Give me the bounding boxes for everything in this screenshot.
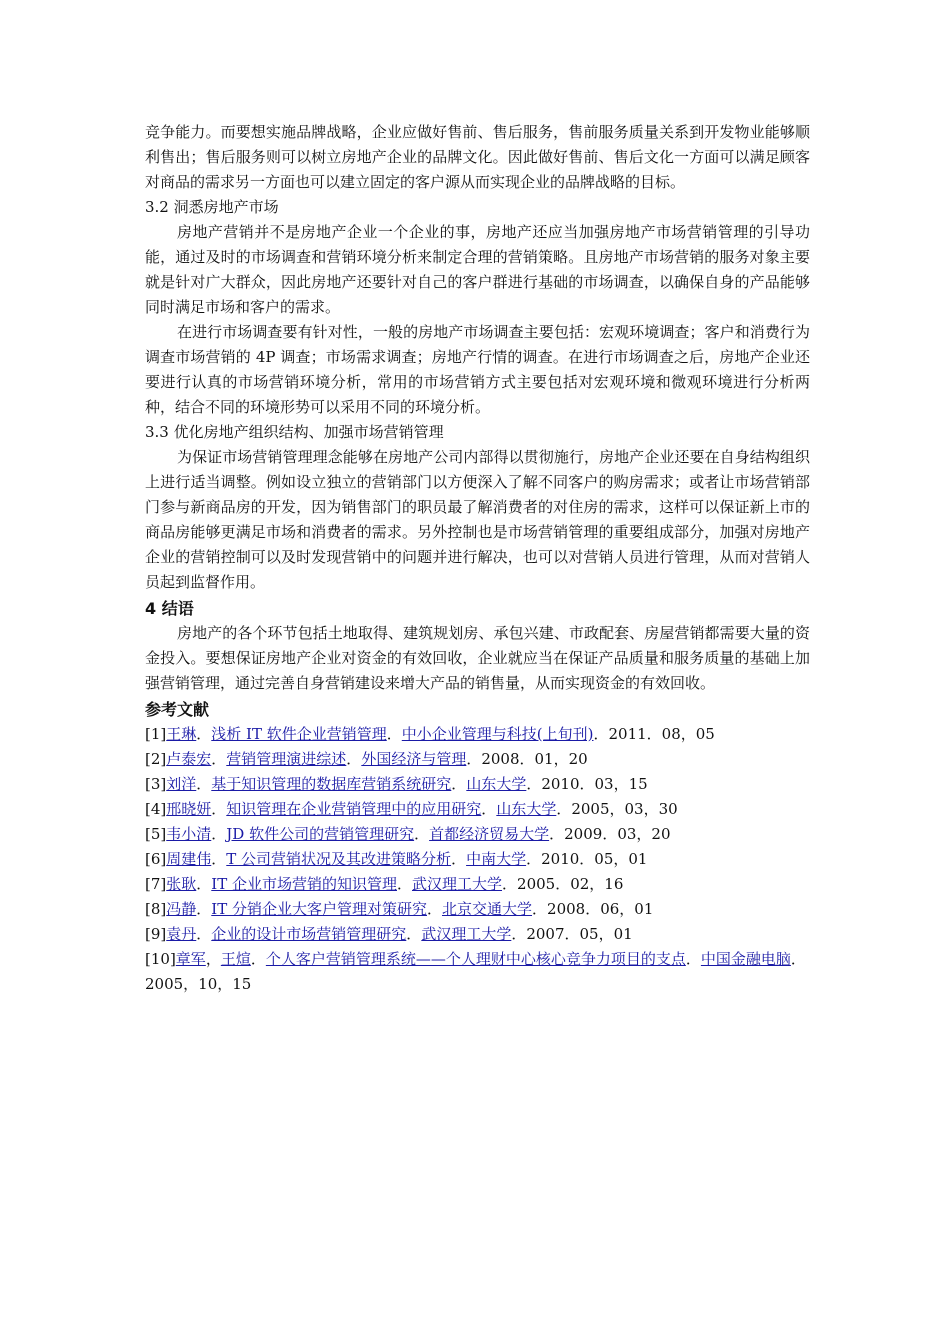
- reference-number: [10]: [145, 950, 176, 968]
- reference-item: [1]王琳．浅析 IT 软件企业营销管理．中小企业管理与科技(上旬刊)．2011．08，05: [145, 725, 715, 743]
- reference-title-link[interactable]: 个人客户营销管理系统——个人理财中心核心竞争力项目的支点: [265, 950, 686, 968]
- section-heading-3-3: 3.3 优化房地产组织结构、加强市场营销管理: [145, 423, 444, 441]
- reference-list: [145, 722, 810, 997]
- reference-title-link[interactable]: 基于知识管理的数据库营销系统研究: [211, 775, 452, 793]
- reference-author-link[interactable]: 刘洋: [166, 775, 197, 793]
- reference-author-link[interactable]: 袁丹: [166, 925, 197, 943]
- reference-number: [3]: [145, 775, 167, 793]
- reference-date: 2010．03，15: [541, 775, 648, 793]
- reference-item: [7]张耿．IT 企业市场营销的知识管理．武汉理工大学．2005．02，16: [145, 875, 624, 893]
- reference-author-link[interactable]: 章军: [175, 950, 206, 968]
- reference-item: [5]韦小清．JD 软件公司的营销管理研究．首都经济贸易大学．2009．03，20: [145, 825, 671, 843]
- reference-date: 2011．08，05: [608, 725, 715, 743]
- paragraph-conclusion: 房地产的各个环节包括土地取得、建筑规划房、承包兴建、市政配套、房屋营销都需要大量的资金投入。要想保证房地产企业对资金的有效回收，企业就应当在保证产品质量和服务质量的基础上加强营销管理，通过完善自身营销建设来增大产品的销售量，从而实现资金的有效回收。: [145, 624, 810, 692]
- reference-source-link[interactable]: 外国经济与管理: [361, 750, 467, 768]
- reference-number: [7]: [145, 875, 167, 893]
- reference-source-link[interactable]: 中南大学: [466, 850, 527, 868]
- section-heading-conclusion: 4 结语: [145, 599, 194, 618]
- reference-date: 2007．05，01: [526, 925, 633, 943]
- reference-source-link[interactable]: 武汉理工大学: [421, 925, 512, 943]
- reference-date: 2005，10，15: [145, 975, 252, 993]
- reference-author-link[interactable]: 王琳: [166, 725, 197, 743]
- reference-number: [4]: [145, 800, 167, 818]
- reference-item: [3]刘洋．基于知识管理的数据库营销系统研究．山东大学．2010．03，15: [145, 775, 648, 793]
- reference-author-link[interactable]: 卢泰宏: [166, 750, 212, 768]
- paragraph-intro: 竞争能力。而要想实施品牌战略，企业应做好售前、售后服务，售前服务质量关系到开发物业能够顺利售出；售后服务则可以树立房地产企业的品牌文化。因此做好售前、售后文化一方面可以满足顾客对商品的需求另一方面也可以建立固定的客户源从而实现企业的品牌战略的目标。: [145, 123, 810, 191]
- section-heading-3-2: 3.2 洞悉房地产市场: [145, 198, 279, 216]
- reference-item: [9]袁丹．企业的设计市场营销管理研究．武汉理工大学．2007．05，01: [145, 925, 633, 943]
- reference-number: [1]: [145, 725, 167, 743]
- reference-author-link[interactable]: 韦小清: [166, 825, 212, 843]
- reference-author-link[interactable]: 王煊: [220, 950, 251, 968]
- references-heading: 参考文献: [145, 700, 210, 719]
- reference-source-link[interactable]: 北京交通大学: [442, 900, 533, 918]
- reference-source-link[interactable]: 首都经济贸易大学: [429, 825, 550, 843]
- reference-source-link[interactable]: 武汉理工大学: [412, 875, 503, 893]
- reference-date: 2009．03，20: [564, 825, 671, 843]
- paragraph-organization: 为保证市场营销管理理念能够在房地产公司内部得以贯彻施行，房地产企业还要在自身结构组织上进行适当调整。例如设立独立的营销部门以方便深入了解不同客户的购房需求；或者让市场营销部门参与新商品房的开发，因为销售部门的职员最了解消费者的对住房的需求，这样可以保证新上市的商品房能够更满足市场和消费者的需求。另外控制也是市场营销管理的重要组成部分，加强对房地产企业的营销控制可以及时发现营销中的问题并进行解决，也可以对营销人员进行管理，从而对营销人员起到监督作用。: [145, 448, 810, 591]
- reference-title-link[interactable]: IT 企业市场营销的知识管理: [211, 875, 397, 893]
- reference-author-link[interactable]: 周建伟: [166, 850, 212, 868]
- reference-title-link[interactable]: 企业的设计市场营销管理研究: [211, 925, 407, 943]
- reference-title-link[interactable]: 营销管理演进综述: [226, 750, 347, 768]
- reference-number: [8]: [145, 900, 167, 918]
- reference-item: [4]邢晓妍．知识管理在企业营销管理中的应用研究．山东大学．2005，03，30: [145, 800, 678, 818]
- reference-date: 2008．01，20: [481, 750, 588, 768]
- reference-date: 2005，03，30: [571, 800, 678, 818]
- reference-date: 2010．05，01: [541, 850, 648, 868]
- reference-author-link[interactable]: 邢晓妍: [166, 800, 212, 818]
- paragraph-market-2: 在进行市场调查要有针对性，一般的房地产市场调查主要包括：宏观环境调查；客户和消费行为调查市场营销的 4P 调查；市场需求调查；房地产行情的调查。在进行市场调查之后，房地产企业还要进行认真的市场营销环境分析，常用的市场营销方式主要包括对宏观环境和微观环境进行分析两种，结合不同的环境形势可以采用不同的环境分析。: [145, 323, 810, 416]
- reference-author-link[interactable]: 张耿: [166, 875, 197, 893]
- reference-title-link[interactable]: 浅析 IT 软件企业营销管理: [211, 725, 387, 743]
- reference-title-link[interactable]: T 公司营销状况及其改进策略分析: [226, 850, 452, 868]
- reference-item: [8]冯静．IT 分销企业大客户管理对策研究．北京交通大学．2008．06，01: [145, 900, 654, 918]
- reference-item: [2]卢泰宏．营销管理演进综述．外国经济与管理．2008．01，20: [145, 750, 588, 768]
- reference-title-link[interactable]: 知识管理在企业营销管理中的应用研究: [226, 800, 482, 818]
- reference-item: [10]章军，王煊．个人客户营销管理系统——个人理财中心核心竞争力项目的支点．中国金融电脑．2005，10，15: [145, 950, 806, 993]
- reference-title-link[interactable]: JD 软件公司的营销管理研究: [226, 825, 415, 843]
- reference-date: 2005．02，16: [517, 875, 624, 893]
- reference-number: [2]: [145, 750, 167, 768]
- reference-number: [6]: [145, 850, 167, 868]
- reference-number: [5]: [145, 825, 167, 843]
- paragraph-market-1: 房地产营销并不是房地产企业一个企业的事，房地产还应当加强房地产市场营销管理的引导功能，通过及时的市场调查和营销环境分析来制定合理的营销策略。且房地产市场营销的服务对象主要就是针对广大群众，因此房地产还要针对自己的客户群进行基础的市场调查，以确保自身的产品能够同时满足市场和客户的需求。: [145, 223, 810, 316]
- reference-date: 2008．06，01: [547, 900, 654, 918]
- reference-title-link[interactable]: IT 分销企业大客户管理对策研究: [211, 900, 427, 918]
- reference-source-link[interactable]: 山东大学: [496, 800, 557, 818]
- reference-author-link[interactable]: 冯静: [166, 900, 197, 918]
- reference-number: [9]: [145, 925, 167, 943]
- reference-source-link[interactable]: 中小企业管理与科技(上旬刊): [401, 725, 594, 743]
- document-page: [145, 120, 810, 997]
- reference-source-link[interactable]: 中国金融电脑: [700, 950, 791, 968]
- reference-item: [6]周建伟．T 公司营销状况及其改进策略分析．中南大学．2010．05，01: [145, 850, 648, 868]
- reference-source-link[interactable]: 山东大学: [466, 775, 527, 793]
